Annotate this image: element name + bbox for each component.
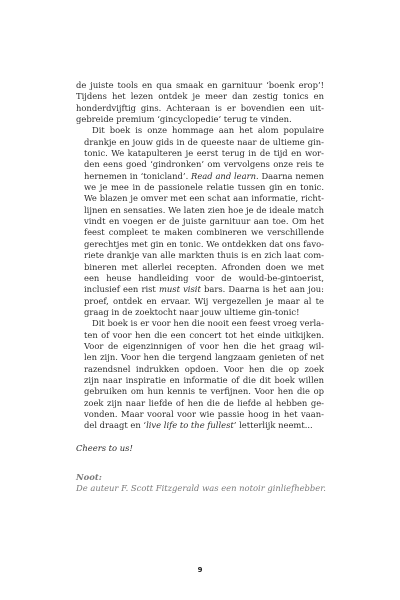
text-line: vonden. Maar vooral voor wie passie hoog in het vaan- bbox=[84, 408, 324, 419]
text-line: del draagt en ‘live life to the fullest’ letterlijk neemt... bbox=[84, 420, 313, 431]
paragraph bbox=[76, 80, 324, 125]
text-line: Dit boek is onze hommage aan het alom populaire bbox=[92, 125, 324, 136]
paragraph bbox=[76, 318, 324, 431]
text-line: Voor de eigenzinnigen of voor hen die het graag wil- bbox=[84, 340, 324, 351]
text-line: een heuse handleiding voor de would-be-gintoerist, bbox=[84, 272, 324, 283]
text-line: de juiste tools en qua smaak en garnituur ‘boenk erop’! bbox=[76, 80, 324, 90]
text-line: We blazen je omver met een schat aan informatie, richt- bbox=[84, 193, 324, 204]
text-line: zoek zijn naar liefde of hen die de liefde al hebben ge- bbox=[84, 397, 324, 408]
text-line: zijn naar inspiratie en informatie of die dit boek willen bbox=[84, 374, 324, 385]
text-line: lijnen en sensaties. We laten zien hoe je de ideale match bbox=[84, 204, 324, 215]
text-line: Dit boek is er voor hen die nooit een feest vroeg verla- bbox=[92, 318, 324, 329]
text-line: ten of voor hen die een concert tot het einde uitkijken. bbox=[84, 329, 324, 340]
text-line: drankje en jouw gids in de queeste naar de ultieme gin- bbox=[84, 136, 324, 147]
text-line: feest compleet te maken combineren we verschillende bbox=[84, 227, 324, 238]
text-line: razendsnel indrukken opdoen. Voor hen die op zoek bbox=[84, 363, 324, 374]
text-line: graag in de zoektocht naar jouw ultieme gin-tonic! bbox=[84, 306, 300, 317]
paragraph bbox=[76, 125, 324, 318]
text-line: gebreide premium ‘gincyclopedie’ terug te vinden. bbox=[76, 114, 292, 125]
text-line: honderdvijftig gins. Achteraan is er bovendien een uit- bbox=[76, 102, 324, 113]
text-line: tonic. We katapulteren je eerst terug in de tijd en wor- bbox=[84, 148, 324, 159]
text-line: inclusief een rist must visit bars. Daarna is het aan jou: bbox=[84, 284, 324, 295]
text-line: den eens goed ‘gindronken’ om vervolgens onze reis te bbox=[84, 159, 324, 170]
main-text bbox=[76, 80, 324, 495]
text-line: vindt en voegen er de juiste garnituur aan toe. Om het bbox=[84, 216, 324, 227]
text-line: Tijdens het lezen ontdek je meer dan zestig tonics en bbox=[76, 91, 324, 102]
text-line: hernemen in ‘tonicland’. Read and learn. Daarna nemen bbox=[84, 170, 324, 181]
text-line: bineren met allerlei recepten. Afronden doen we met bbox=[84, 261, 324, 272]
note-text: De auteur F. Scott Fitzgerald was een notoir ginliefhebber. bbox=[76, 483, 326, 494]
note-heading: Noot: bbox=[76, 472, 102, 482]
body-paragraphs bbox=[76, 80, 324, 432]
text-line: gebruiken om hun kennis te verfijnen. Voor hen die op bbox=[84, 386, 324, 397]
text-line: proef, ontdek en ervaar. Wij vergezellen je maar al te bbox=[84, 295, 324, 306]
text-line: we je mee in de passionele relatie tussen gin en tonic. bbox=[84, 182, 324, 193]
text-line: len zijn. Voor hen die tergend langzaam genieten of net bbox=[84, 352, 324, 363]
text-line: gerechtjes met gin en tonic. We ontdekken dat ons favo- bbox=[84, 238, 324, 249]
text-line: riete drankje van alle markten thuis is en zich laat com- bbox=[84, 250, 324, 261]
page-number: 9 bbox=[197, 566, 203, 574]
cheers-line: Cheers to us! bbox=[76, 442, 133, 453]
